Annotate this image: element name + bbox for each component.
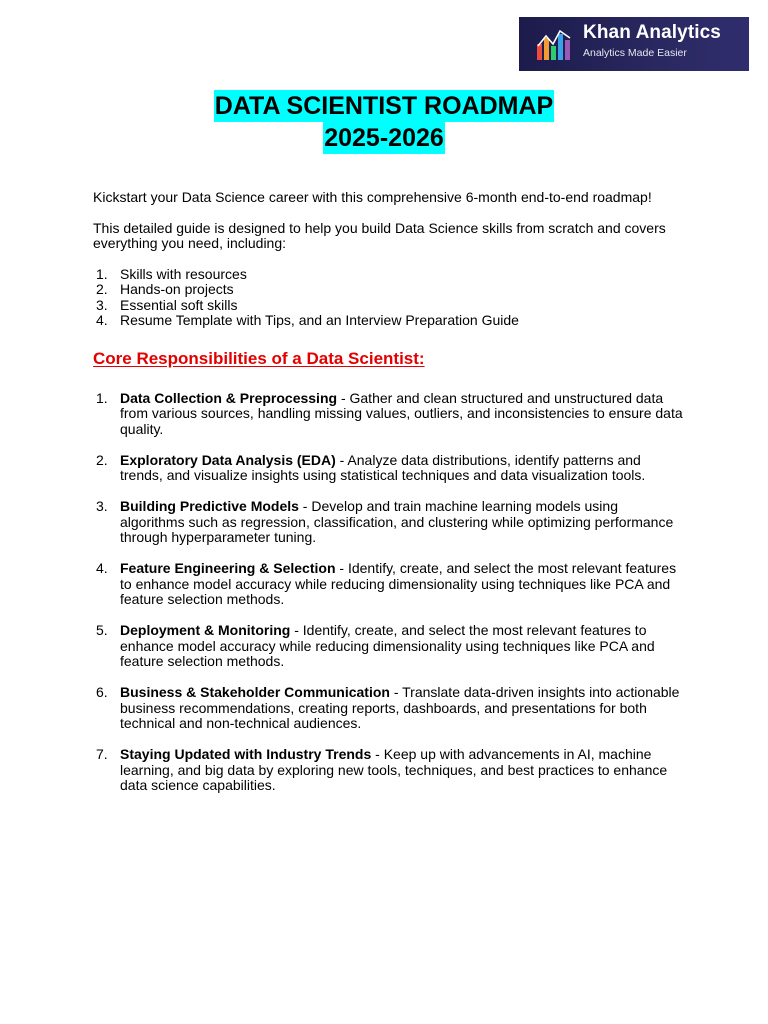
responsibility-item: [93, 685, 683, 732]
list-number: 3.: [96, 498, 108, 514]
list-item-text: Hands-on projects: [120, 281, 234, 297]
list-number: 1.: [96, 265, 108, 282]
khan-analytics-logo: [519, 17, 749, 71]
responsibility-desc: - Analyze data distributions, identify patterns and trends, and visualize insights using statistical techniques and data visualization tools.: [120, 451, 646, 483]
list-item: [93, 313, 683, 329]
responsibility-desc: - Develop and train machine learning models using algorithms such as regression, classification, and clustering while optimizing performance through hyperparameter tuning.: [120, 498, 674, 545]
document-title: [0, 90, 768, 154]
responsibilities-list: [93, 391, 683, 794]
responsibility-desc: - Identify, create, and select the most relevant features to enhance model accuracy while reducing dimensionality using techniques like PCA and feature selection methods.: [120, 622, 655, 669]
intro-paragraph-1: Kickstart your Data Science career with this comprehensive 6-month end-to-end roadmap!: [93, 189, 652, 205]
section-heading: Core Responsibilities of a Data Scientist:: [93, 348, 425, 368]
list-number: 4.: [96, 560, 108, 576]
list-item-text: Skills with resources: [120, 265, 247, 282]
responsibility-title: Deployment & Monitoring: [120, 622, 291, 638]
responsibility-item: [93, 561, 683, 608]
list-item: [93, 282, 683, 298]
responsibility-desc: - Translate data-driven insights into actionable business recommendations, creating reports, dashboards, and presentations for both technical and non-technical audiences.: [120, 684, 680, 731]
list-number: 5.: [96, 622, 108, 638]
list-item: [93, 267, 683, 283]
list-item: [93, 298, 683, 314]
includes-list: [93, 267, 683, 329]
list-number: 4.: [96, 312, 108, 328]
list-number: 6.: [96, 684, 108, 700]
list-item-text: Resume Template with Tips, and an Interview Preparation Guide: [120, 312, 519, 328]
responsibility-item: [93, 453, 683, 484]
document-body: [93, 190, 683, 809]
responsibility-title: Exploratory Data Analysis (EDA): [120, 451, 336, 468]
logo-tagline: Analytics Made Easier: [583, 47, 687, 59]
responsibility-title: Business & Stakeholder Communication: [120, 684, 390, 700]
responsibility-desc: - Keep up with advancements in AI, machine learning, and big data by exploring new tools, techniques, and best practices to enhance data science capabilities.: [120, 746, 668, 793]
list-number: 2.: [96, 451, 108, 468]
list-number: 7.: [96, 746, 108, 762]
title-line-2: 2025-2026: [324, 124, 444, 152]
bar-chart-logo-icon: [535, 26, 575, 62]
responsibility-item: [93, 391, 683, 438]
list-number: 1.: [96, 389, 108, 406]
responsibility-title: Building Predictive Models: [120, 498, 299, 514]
responsibility-title: Data Collection & Preprocessing: [120, 389, 338, 406]
responsibility-item: [93, 623, 683, 670]
responsibility-desc: - Gather and clean structured and unstructured data from various sources, handling missing values, outliers, and inconsistencies to ensure data quality.: [120, 389, 683, 437]
responsibility-item: [93, 499, 683, 546]
responsibility-title: Staying Updated with Industry Trends: [120, 746, 372, 762]
logo-name: Khan Analytics: [583, 22, 721, 43]
responsibility-item: [93, 747, 683, 794]
list-number: 3.: [96, 296, 108, 313]
list-item-text: Essential soft skills: [120, 296, 238, 313]
title-line-1: DATA SCIENTIST ROADMAP: [214, 92, 554, 120]
responsibility-title: Feature Engineering & Selection: [120, 560, 336, 576]
list-number: 2.: [96, 281, 108, 297]
responsibility-desc: - Identify, create, and select the most relevant features to enhance model accuracy while reducing dimensionality using techniques like PCA and feature selection methods.: [120, 560, 677, 607]
intro-paragraph-2: This detailed guide is designed to help you build Data Science skills from scratch and covers everything you need, including:: [93, 219, 666, 251]
